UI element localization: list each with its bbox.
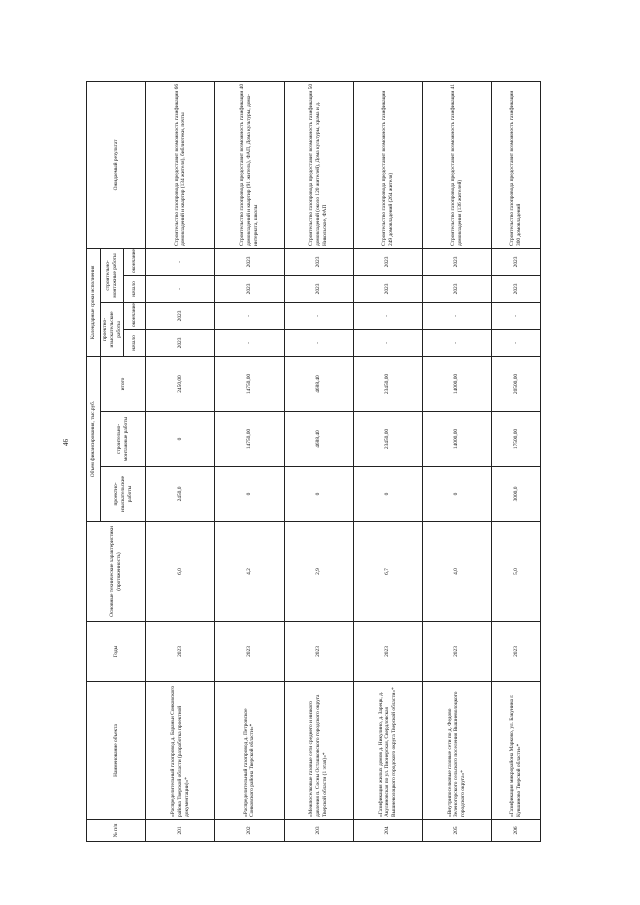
cell-cons-start: 2023 <box>215 275 284 302</box>
header-dates-group: Календарные сроки исполнения <box>87 248 101 356</box>
cell-fin-project: 0 <box>215 467 284 522</box>
cell-cons-start: 2023 <box>422 275 491 302</box>
cell-fin-total: 20500,00 <box>491 356 540 411</box>
cell-fin-construction: 0 <box>146 412 215 467</box>
cell-proj-start: - <box>491 329 540 356</box>
header-cons-start: начало <box>124 275 146 302</box>
header-dates-construction: строительно-монтажные работы <box>101 248 124 302</box>
cell-proj-end: - <box>215 302 284 329</box>
cell-cons-end: 2023 <box>284 248 353 275</box>
cell-proj-start: - <box>353 329 422 356</box>
table-row <box>215 81 284 841</box>
header-tech: Основные технические характеристики (протяженность) <box>87 522 146 622</box>
cell-name: «Распределительный газопровод д. Бараньи Сонковского района Тверской области (разработка проектной документации)»* <box>146 682 215 820</box>
cell-num: 201 <box>146 820 215 842</box>
header-finance-construction: строительно-монтажные работы <box>101 412 146 467</box>
cell-name: «Газификация микрорайона Марково, ул. Бакунина г. Кувшиново Тверской области»* <box>491 682 540 820</box>
header-finance-total: итого <box>101 356 146 411</box>
cell-tech: 2,9 <box>284 522 353 622</box>
cell-cons-start: 2023 <box>284 275 353 302</box>
cell-proj-end: 2023 <box>146 302 215 329</box>
cell-result: Строительство газопровода предоставит возможность газификации 249 домовладений (264 жителя) <box>353 81 422 248</box>
header-proj-end: окончание <box>124 302 146 329</box>
cell-num: 205 <box>422 820 491 842</box>
table-row <box>284 81 353 841</box>
cell-result: Строительство газопровода предоставит возможность газификации 300 домовладений <box>491 81 540 248</box>
cell-years: 2023 <box>353 622 422 682</box>
table-row <box>422 81 491 841</box>
cell-result: Строительство газопровода предоставит возможность газификации 50 домовладений (около 120 жителей), Дома культуры, храма и д. Никольское, ФАП <box>284 81 353 248</box>
cell-name: «Межпоселковые газовые сети среднего и низкого давления п. Сосны Осташковского городского округа Тверской области (1 этап)»* <box>284 682 353 820</box>
cell-fin-total: 14750,00 <box>215 356 284 411</box>
cell-result: Строительство газопровода предоставит возможность газификации 66 домовладений и квартир (134 жителя), библиотеки, почты <box>146 81 215 248</box>
cell-proj-start: - <box>284 329 353 356</box>
cell-proj-start: - <box>422 329 491 356</box>
cell-fin-total: 14000,00 <box>422 356 491 411</box>
cell-fin-construction: 14000,00 <box>422 412 491 467</box>
cell-fin-construction: 4688,40 <box>284 412 353 467</box>
cell-proj-end: - <box>353 302 422 329</box>
cell-proj-end: - <box>284 302 353 329</box>
cell-fin-project: 2450,0 <box>146 467 215 522</box>
table-row <box>353 81 422 841</box>
cell-cons-end: 2023 <box>215 248 284 275</box>
cell-result: Строительство газопровода предоставит возможность газификации 40 домовладений и квартир (91 житель), ФАП, Дома культуры, дома-интерната, школы <box>215 81 284 248</box>
cell-proj-start: - <box>215 329 284 356</box>
cell-num: 206 <box>491 820 540 842</box>
cell-tech: 6,7 <box>353 522 422 622</box>
cell-num: 202 <box>215 820 284 842</box>
table-row <box>491 81 540 841</box>
cell-fin-total: 23450,00 <box>353 356 422 411</box>
header-finance-project: проектно-изыскательские работы <box>101 467 146 522</box>
cell-fin-project: 3000,0 <box>491 467 540 522</box>
header-cons-end: окончание <box>124 248 146 275</box>
cell-fin-construction: 17500,00 <box>491 412 540 467</box>
cell-result: Строительство газопровода предоставит возможность газификации 41 домовладения (136 жителей) <box>422 81 491 248</box>
cell-tech: 6,0 <box>146 522 215 622</box>
cell-fin-project: 0 <box>422 467 491 522</box>
header-num: № п/п <box>87 820 146 842</box>
cell-proj-start: 2023 <box>146 329 215 356</box>
cell-cons-start: 2023 <box>353 275 422 302</box>
page-number: 46 <box>62 439 70 446</box>
cell-years: 2023 <box>284 622 353 682</box>
cell-num: 204 <box>353 820 422 842</box>
cell-cons-start: 2023 <box>491 275 540 302</box>
objects-table <box>86 81 541 842</box>
cell-tech: 4,0 <box>422 522 491 622</box>
header-finance-group: Объем финансирования, тыс.руб. <box>87 356 101 521</box>
cell-fin-project: 0 <box>284 467 353 522</box>
cell-fin-total: 2450,00 <box>146 356 215 411</box>
cell-fin-total: 4688,40 <box>284 356 353 411</box>
cell-cons-end: 2023 <box>422 248 491 275</box>
cell-fin-project: 0 <box>353 467 422 522</box>
cell-fin-construction: 23450,00 <box>353 412 422 467</box>
cell-years: 2023 <box>146 622 215 682</box>
cell-proj-end: - <box>422 302 491 329</box>
cell-name: «Внутрипоселковые газовые сети по д. Федово Зеленогорского сельского поселения Вышневолоцкого городского округа»* <box>422 682 491 820</box>
cell-years: 2023 <box>215 622 284 682</box>
header-years: Годы <box>87 622 146 682</box>
table-row <box>146 81 215 841</box>
cell-name: «Распределительный газопровод д. Петровское Сонковского района Тверской области»* <box>215 682 284 820</box>
rotated-table-container <box>86 82 541 842</box>
cell-years: 2023 <box>422 622 491 682</box>
cell-cons-end: 2023 <box>353 248 422 275</box>
cell-tech: 4,2 <box>215 522 284 622</box>
cell-cons-end: - <box>146 248 215 275</box>
header-proj-start: начало <box>124 329 146 356</box>
header-name: Наименование объекта <box>87 682 146 820</box>
cell-proj-end: - <box>491 302 540 329</box>
cell-tech: 5,0 <box>491 522 540 622</box>
cell-name: «Газификация жилых домов д. Никулино, д. Зарецк, д. Акулиновская по ул. Пионерская, Свердловская Вышневолоцкого городского округа Тверской области»* <box>353 682 422 820</box>
cell-num: 203 <box>284 820 353 842</box>
header-result: Ожидаемый результат <box>87 81 146 248</box>
cell-cons-start: - <box>146 275 215 302</box>
cell-years: 2023 <box>491 622 540 682</box>
cell-fin-construction: 14750,00 <box>215 412 284 467</box>
cell-cons-end: 2023 <box>491 248 540 275</box>
header-dates-project: проектно-изыскательские работы <box>101 302 124 356</box>
